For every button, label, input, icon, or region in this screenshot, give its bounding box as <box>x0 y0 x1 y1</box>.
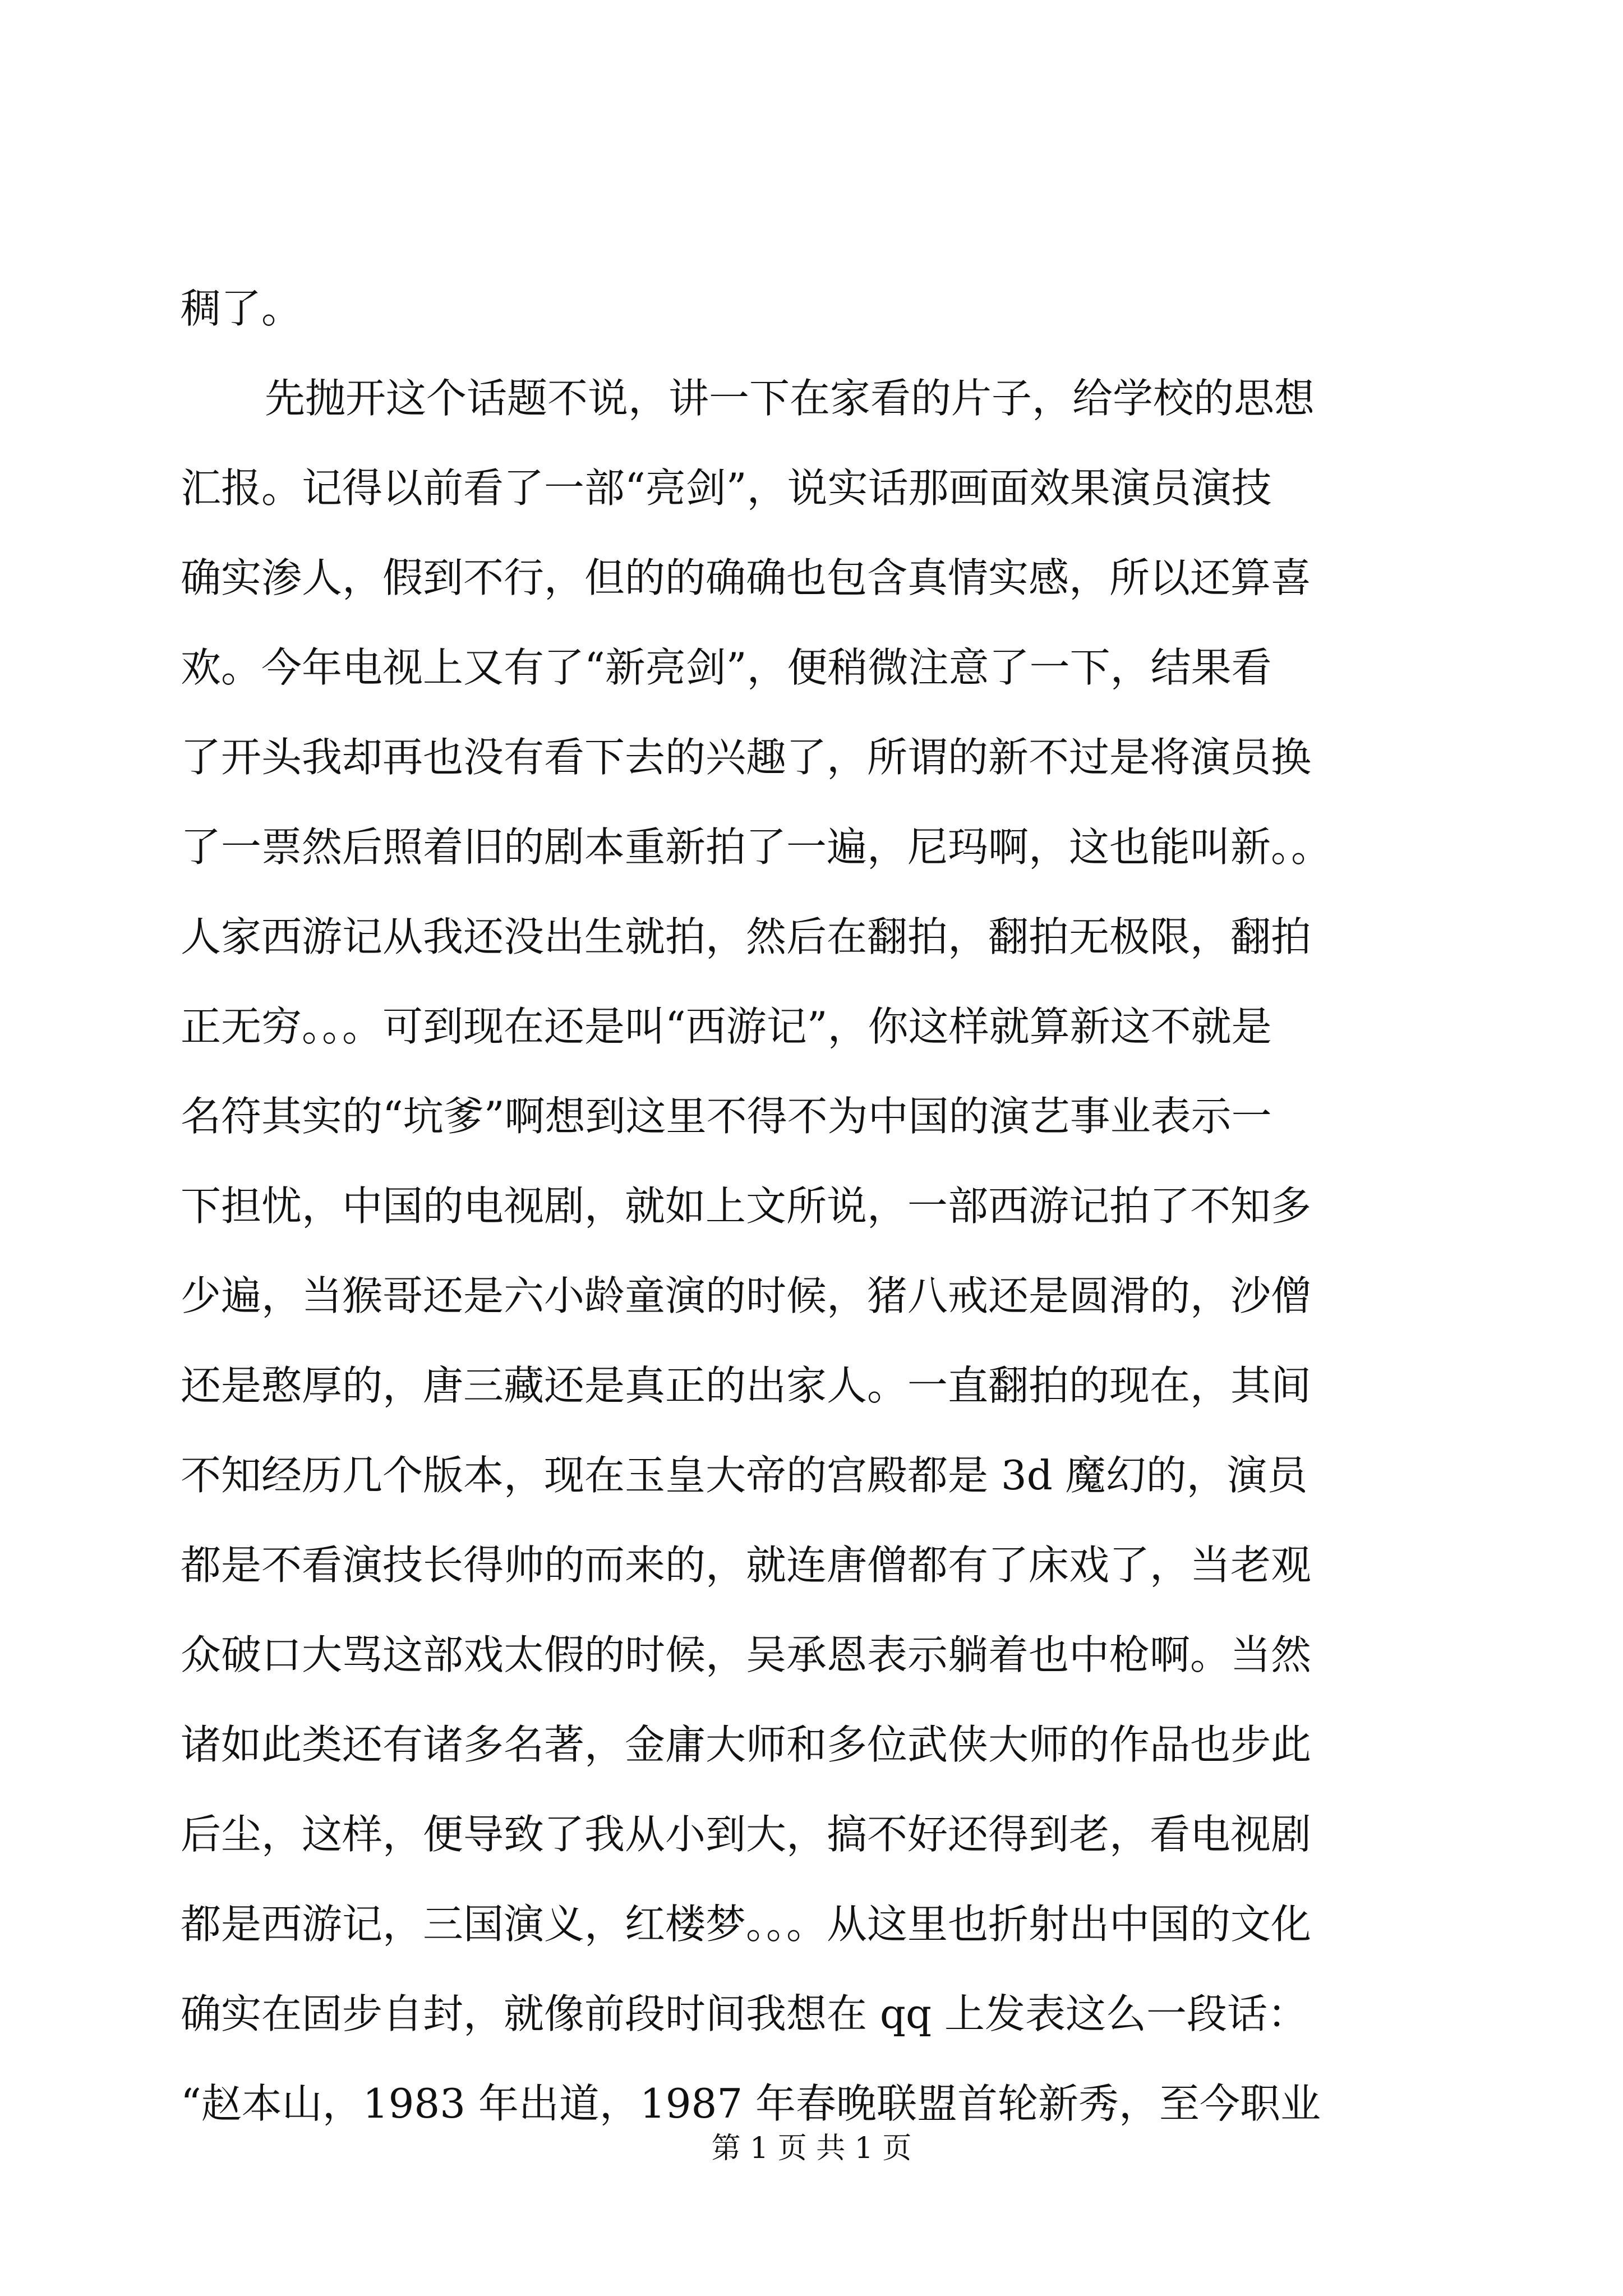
paragraph-first-line: 先抛开这个话题不说，讲一下在家看的片子，给学校的思想 <box>265 375 1315 422</box>
text-line: 稠了。 <box>181 285 302 332</box>
page-number-footer: 第 1 页 共 1 页 <box>711 2132 912 2165</box>
text-line: 还是憨厚的，唐三藏还是真正的出家人。一直翻拍的现在，其间 <box>181 1362 1312 1409</box>
text-line: 都是西游记，三国演义，红楼梦。。。从这里也折射出中国的文化 <box>181 1901 1312 1948</box>
text-line: “赵本山，1983 年出道，1987 年春晚联盟首轮新秀，至今职业 <box>181 2080 1321 2127</box>
body-text <box>181 264 1437 2148</box>
text-line: 下担忧，中国的电视剧，就如上文所说，一部西游记拍了不知多 <box>181 1182 1312 1230</box>
text-line: 了开头我却再也没有看下去的兴趣了，所谓的新不过是将演员换 <box>181 734 1312 781</box>
text-line: 欢。今年电视上又有了“新亮剑”，便稍微注意了一下，结果看 <box>181 644 1272 691</box>
text-line: 汇报。记得以前看了一部“亮剑”，说实话那画面效果演员演技 <box>181 464 1272 512</box>
text-line: 诸如此类还有诸多名著，金庸大师和多位武侠大师的作品也步此 <box>181 1721 1312 1768</box>
text-line: 人家西游记从我还没出生就拍，然后在翻拍，翻拍无极限，翻拍 <box>181 913 1312 960</box>
text-line: 少遍，当猴哥还是六小龄童演的时候，猪八戒还是圆滑的，沙僧 <box>181 1272 1312 1319</box>
text-line: 正无穷。。。可到现在还是叫“西游记”，你这样就算新这不就是 <box>181 1003 1272 1050</box>
text-line: 不知经历几个版本，现在玉皇大帝的宫殿都是 3d 魔幻的，演员 <box>181 1452 1308 1499</box>
text-line: 确实在固步自封，就像前段时间我想在 qq 上发表这么一段话： <box>181 1990 1308 2037</box>
text-line: 确实渗人，假到不行，但的的确确也包含真情实感，所以还算喜 <box>181 554 1312 601</box>
text-line: 后尘，这样，便导致了我从小到大，搞不好还得到老，看电视剧 <box>181 1811 1312 1858</box>
text-line: 了一票然后照着旧的剧本重新拍了一遍，尼玛啊，这也能叫新。。 <box>181 823 1332 871</box>
text-line: 众破口大骂这部戏太假的时候，吴承恩表示躺着也中枪啊。当然 <box>181 1631 1312 1678</box>
text-line: 名符其实的“坑爹”啊想到这里不得不为中国的演艺事业表示一 <box>181 1093 1272 1140</box>
text-line: 都是不看演技长得帅的而来的，就连唐僧都有了床戏了，当老观 <box>181 1542 1312 1589</box>
